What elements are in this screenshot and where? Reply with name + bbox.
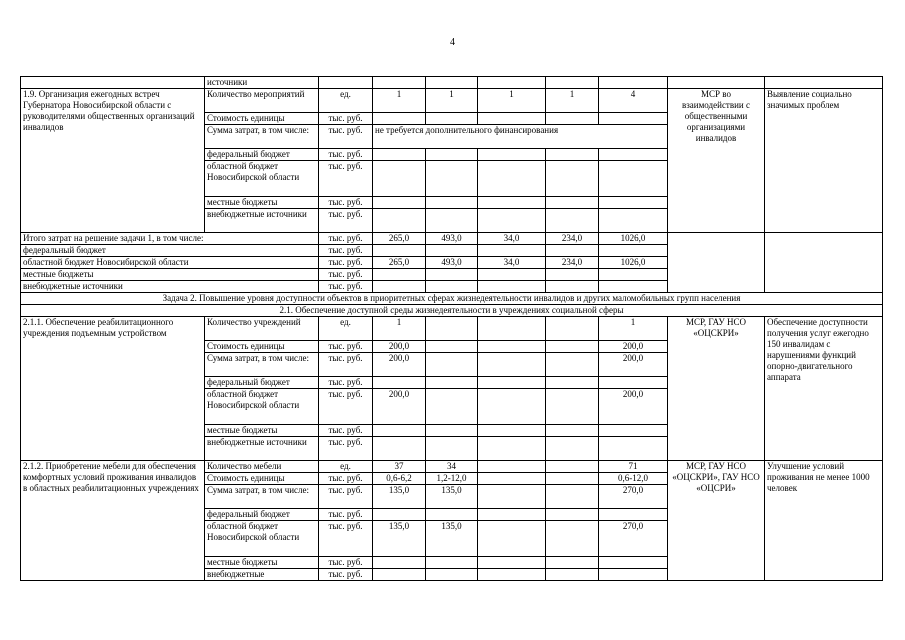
unit-cell: тыс. руб. [319, 233, 373, 245]
value-cell [599, 113, 668, 125]
value-cell [426, 269, 478, 281]
unit-cell: тыс. руб. [319, 569, 373, 581]
value-cell [373, 377, 426, 389]
t211-row [21, 317, 883, 341]
value-cell [373, 269, 426, 281]
indicator-cell: внебюджетные источники [205, 437, 319, 461]
unit-cell: тыс. руб. [319, 281, 373, 293]
value-cell: 493,0 [426, 257, 478, 269]
value-cell [599, 425, 668, 437]
value-cell [426, 317, 478, 341]
value-cell [373, 245, 426, 257]
value-cell: 1 [478, 89, 546, 113]
value-cell [599, 197, 668, 209]
value-cell [478, 377, 546, 389]
unit-cell: ед. [319, 89, 373, 113]
value-cell [478, 209, 546, 233]
value-cell [599, 437, 668, 461]
unit-cell: тыс. руб. [319, 149, 373, 161]
t212-row [21, 461, 883, 473]
indicator-cell: Сумма затрат, в том числе: [205, 353, 319, 377]
totals-label: внебюджетные источники [21, 281, 319, 293]
unit-cell: тыс. руб. [319, 269, 373, 281]
value-cell: 1 [373, 89, 426, 113]
value-cell: 1 [373, 317, 426, 341]
value-cell [478, 269, 546, 281]
value-cell: 71 [599, 461, 668, 473]
value-cell [426, 557, 478, 569]
table-cell [426, 77, 478, 89]
task-title: Задача 2. Повышение уровня доступности объектов в приоритетных сферах жизнедеятельности инвалидов и других маломобильных групп населения [21, 293, 883, 305]
totals-label: областной бюджет Новосибирской области [21, 257, 319, 269]
value-cell [478, 521, 546, 557]
value-cell: 493,0 [426, 233, 478, 245]
value-cell: 1 [546, 89, 599, 113]
table-cell [478, 77, 546, 89]
unit-cell: тыс. руб. [319, 125, 373, 149]
value-cell [478, 317, 546, 341]
value-cell [546, 509, 599, 521]
unit-cell: тыс. руб. [319, 425, 373, 437]
value-cell [478, 197, 546, 209]
value-cell [478, 389, 546, 425]
value-cell: 265,0 [373, 257, 426, 269]
value-cell [426, 209, 478, 233]
unit-cell: тыс. руб. [319, 353, 373, 377]
value-cell [426, 377, 478, 389]
table-cell [21, 77, 205, 89]
table-cell [668, 233, 765, 293]
totals-label: местные бюджеты [21, 269, 319, 281]
value-cell [478, 341, 546, 353]
task-title-row [21, 293, 883, 305]
table-cell [546, 77, 599, 89]
value-cell: 200,0 [373, 341, 426, 353]
value-cell [546, 389, 599, 425]
value-cell [546, 209, 599, 233]
value-cell: 270,0 [599, 485, 668, 509]
unit-cell: тыс. руб. [319, 437, 373, 461]
value-cell [426, 113, 478, 125]
value-cell [373, 557, 426, 569]
value-cell [478, 461, 546, 473]
value-cell: 0,6-6,2 [373, 473, 426, 485]
value-cell [546, 425, 599, 437]
value-cell [546, 557, 599, 569]
unit-cell: тыс. руб. [319, 389, 373, 425]
totals-label: федеральный бюджет [21, 245, 319, 257]
value-cell [599, 281, 668, 293]
value-cell [546, 161, 599, 197]
value-cell: 200,0 [373, 353, 426, 377]
value-cell [478, 149, 546, 161]
value-cell [546, 461, 599, 473]
executor-cell: МСР, ГАУ НСО «ОЦСКРИ» [668, 317, 765, 461]
value-cell: 200,0 [599, 389, 668, 425]
indicator-cell: федеральный бюджет [205, 377, 319, 389]
indicator-cell: федеральный бюджет [205, 509, 319, 521]
value-cell [426, 353, 478, 377]
value-cell [546, 437, 599, 461]
value-cell [599, 149, 668, 161]
unit-cell: тыс. руб. [319, 209, 373, 233]
value-cell [373, 113, 426, 125]
value-cell [546, 485, 599, 509]
value-cell [546, 317, 599, 341]
unit-cell: тыс. руб. [319, 557, 373, 569]
value-cell [546, 269, 599, 281]
value-cell [546, 341, 599, 353]
indicator-cell: областной бюджет Новосибирской области [205, 161, 319, 197]
value-cell: 1 [599, 317, 668, 341]
value-cell [478, 161, 546, 197]
totals-row [21, 233, 883, 245]
unit-cell: тыс. руб. [319, 161, 373, 197]
table-cell [319, 77, 373, 89]
page-number: 4 [450, 37, 455, 48]
indicator-cell: внебюджетные источники [205, 209, 319, 233]
indicator-cell: местные бюджеты [205, 197, 319, 209]
value-cell [478, 509, 546, 521]
value-cell: 34,0 [478, 233, 546, 245]
indicator-cell: Стоимость единицы [205, 473, 319, 485]
value-cell [478, 281, 546, 293]
value-cell: 1026,0 [599, 257, 668, 269]
value-cell [478, 425, 546, 437]
indicator-cell: местные бюджеты [205, 557, 319, 569]
value-cell: 0,6-12,0 [599, 473, 668, 485]
executor-cell: МСР во взаимодействии с общественными организациями инвалидов [668, 89, 765, 233]
value-cell: 234,0 [546, 233, 599, 245]
value-cell [426, 425, 478, 437]
unit-cell: тыс. руб. [319, 473, 373, 485]
value-cell [599, 161, 668, 197]
value-cell: 234,0 [546, 257, 599, 269]
value-cell: 1026,0 [599, 233, 668, 245]
result-cell: Улучшение условий проживания не менее 1000 человек [765, 461, 883, 581]
unit-cell: тыс. руб. [319, 341, 373, 353]
value-cell: 135,0 [426, 485, 478, 509]
value-cell [546, 245, 599, 257]
result-cell: Обеспечение доступности получения услуг ежегодно 150 инвалидам с нарушениями функций опорно-двигательного аппарата [765, 317, 883, 461]
indicator-cell: внебюджетные [205, 569, 319, 581]
value-cell [478, 557, 546, 569]
value-cell [478, 569, 546, 581]
indicator-cell: Сумма затрат, в том числе: [205, 485, 319, 509]
value-cell [546, 569, 599, 581]
totals-label: Итого затрат на решение задачи 1, в том числе: [21, 233, 319, 245]
value-cell [426, 437, 478, 461]
value-cell: 135,0 [373, 485, 426, 509]
unit-cell: ед. [319, 317, 373, 341]
unit-cell: тыс. руб. [319, 245, 373, 257]
indicator-cell: областной бюджет Новосибирской области [205, 389, 319, 425]
value-cell: 200,0 [599, 353, 668, 377]
indicator-cell: Стоимость единицы [205, 113, 319, 125]
unit-cell: ед. [319, 461, 373, 473]
value-cell [373, 149, 426, 161]
merged-note: не требуется дополнительного финансирования [373, 125, 668, 149]
value-cell: 265,0 [373, 233, 426, 245]
value-cell [546, 521, 599, 557]
table-cell [765, 233, 883, 293]
value-cell: 200,0 [599, 341, 668, 353]
unit-cell: тыс. руб. [319, 257, 373, 269]
value-cell: 34 [426, 461, 478, 473]
unit-cell: тыс. руб. [319, 377, 373, 389]
indicator-cell: федеральный бюджет [205, 149, 319, 161]
value-cell [426, 161, 478, 197]
value-cell [426, 389, 478, 425]
value-cell [599, 557, 668, 569]
value-cell [599, 509, 668, 521]
value-cell: 270,0 [599, 521, 668, 557]
unit-cell: тыс. руб. [319, 197, 373, 209]
value-cell [546, 377, 599, 389]
program-table [20, 76, 883, 581]
value-cell: 1 [426, 89, 478, 113]
value-cell [426, 197, 478, 209]
indicator-cell: Количество мероприятий [205, 89, 319, 113]
indicator-cell: Количество мебели [205, 461, 319, 473]
value-cell [373, 509, 426, 521]
value-cell [373, 281, 426, 293]
value-cell [373, 209, 426, 233]
measure-name: 2.1.1. Обеспечение реабилитационного учреждения подъемным устройством [21, 317, 205, 461]
value-cell [373, 197, 426, 209]
continuation-row [21, 77, 883, 89]
value-cell: 1,2-12,0 [426, 473, 478, 485]
value-cell [478, 353, 546, 377]
value-cell: 4 [599, 89, 668, 113]
value-cell [426, 569, 478, 581]
value-cell: 37 [373, 461, 426, 473]
value-cell [478, 113, 546, 125]
value-cell [546, 353, 599, 377]
value-cell: 200,0 [373, 389, 426, 425]
value-cell [426, 341, 478, 353]
value-cell [426, 281, 478, 293]
table-cell [668, 77, 765, 89]
value-cell [478, 437, 546, 461]
value-cell [599, 209, 668, 233]
value-cell [478, 485, 546, 509]
measure-name: 1.9. Организация ежегодных встреч Губернатора Новосибирской области с руководителями общественных организаций инвалидов [21, 89, 205, 233]
value-cell [599, 377, 668, 389]
value-cell [373, 437, 426, 461]
unit-cell: тыс. руб. [319, 485, 373, 509]
unit-cell: тыс. руб. [319, 521, 373, 557]
value-cell [546, 281, 599, 293]
value-cell [426, 245, 478, 257]
subtask-title: 2.1. Обеспечение доступной среды жизнедеятельности в учреждениях социальной сферы [21, 305, 883, 317]
value-cell: 34,0 [478, 257, 546, 269]
value-cell [478, 473, 546, 485]
subtask-title-row [21, 305, 883, 317]
value-cell [373, 161, 426, 197]
value-cell [426, 509, 478, 521]
t19-row [21, 89, 883, 113]
indicator-cell: областной бюджет Новосибирской области [205, 521, 319, 557]
value-cell [546, 197, 599, 209]
table-cell [599, 77, 668, 89]
value-cell [599, 269, 668, 281]
indicator-cell: Сумма затрат, в том числе: [205, 125, 319, 149]
table-cell [373, 77, 426, 89]
indicator-cell: Стоимость единицы [205, 341, 319, 353]
value-cell [546, 473, 599, 485]
value-cell [373, 425, 426, 437]
value-cell [426, 149, 478, 161]
value-cell [373, 569, 426, 581]
value-cell [599, 245, 668, 257]
value-cell [546, 149, 599, 161]
executor-cell: МСР, ГАУ НСО «ОЦСКРИ», ГАУ НСО «ОЦСРИ» [668, 461, 765, 581]
indicator-cell: источники [205, 77, 319, 89]
value-cell: 135,0 [426, 521, 478, 557]
result-cell: Выявление социально значимых проблем [765, 89, 883, 233]
table-cell [765, 77, 883, 89]
indicator-cell: Количество учреждений [205, 317, 319, 341]
value-cell [478, 245, 546, 257]
value-cell [599, 569, 668, 581]
unit-cell: тыс. руб. [319, 113, 373, 125]
indicator-cell: местные бюджеты [205, 425, 319, 437]
measure-name: 2.1.2. Приобретение мебели для обеспечения комфортных условий проживания инвалидов в областных реабилитационных учреждениях [21, 461, 205, 581]
value-cell [546, 113, 599, 125]
unit-cell: тыс. руб. [319, 509, 373, 521]
value-cell: 135,0 [373, 521, 426, 557]
